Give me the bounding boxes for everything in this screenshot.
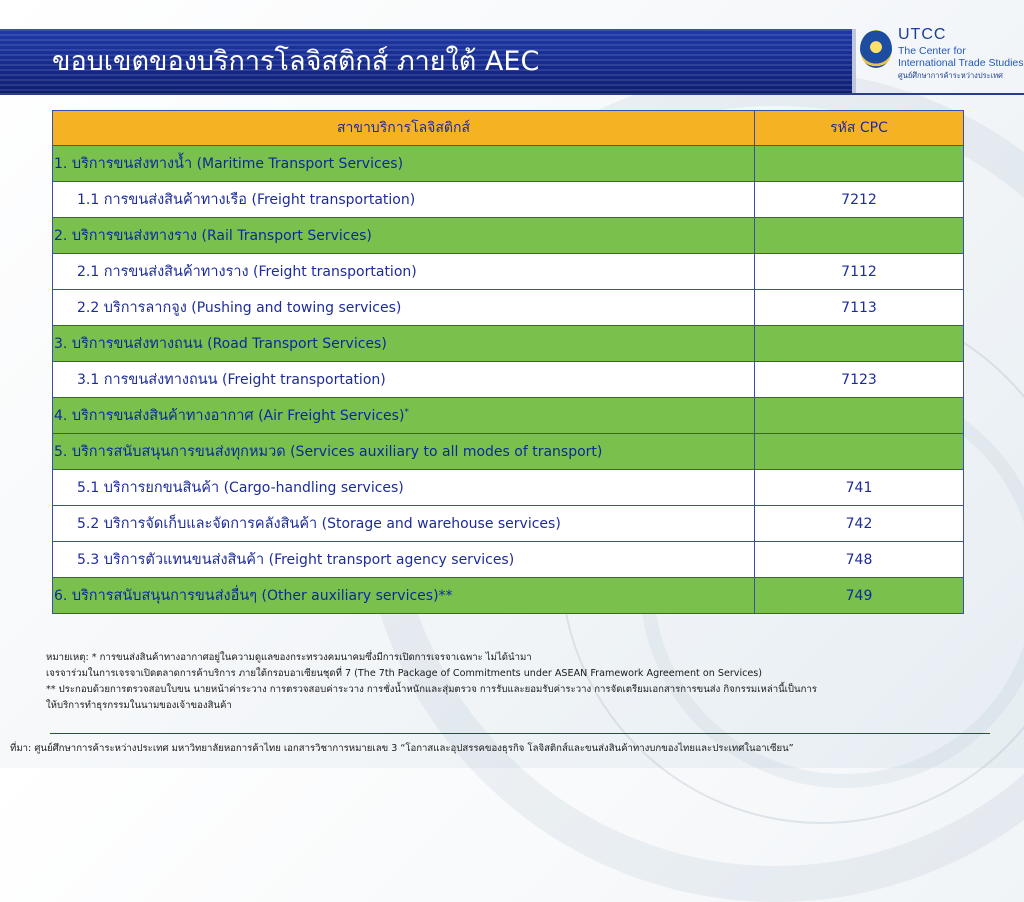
service-name-thai: บริการขนส่งทางถนน — [71, 336, 203, 352]
subcategory-row — [53, 182, 964, 218]
service-name-english: (Services auxiliary to all modes of transport) — [290, 444, 603, 460]
logo-line-2: International Trade Studies — [898, 57, 1024, 69]
cpc-code-cell: 7212 — [755, 182, 964, 218]
service-number: 5.1 — [77, 480, 100, 496]
service-name-cell — [53, 398, 755, 434]
header-branch: สาขาบริการโลจิสติกส์ — [53, 111, 755, 146]
service-name-english: (Road Transport Services) — [207, 336, 387, 352]
footnote-line-1: หมายเหตุ: * การขนส่งสินค้าทางอากาศอยู่ในความดูแลของกระทรวงคมนาคมซึ่งมีการเปิดการเจรจาเฉพาะ ไม่ได้นำมา — [46, 652, 532, 663]
service-name-cell — [53, 290, 755, 326]
service-name-english: (Pushing and towing services) — [191, 300, 402, 316]
logo-line-1: The Center for — [898, 45, 966, 57]
service-number: 3. — [54, 336, 68, 352]
cpc-code-cell: 748 — [755, 542, 964, 578]
service-name-english: (Freight transport agency services) — [268, 552, 515, 568]
category-row — [53, 326, 964, 362]
cpc-code-cell — [755, 218, 964, 254]
service-number: 6. — [54, 588, 68, 604]
category-row — [53, 146, 964, 182]
service-number: 5. — [54, 444, 68, 460]
cpc-code-cell — [755, 434, 964, 470]
cpc-code-cell: 749 — [755, 578, 964, 614]
service-name-cell — [53, 254, 755, 290]
subcategory-row — [53, 254, 964, 290]
service-name-cell — [53, 506, 755, 542]
service-number: 2.2 — [77, 300, 100, 316]
service-name-cell — [53, 470, 755, 506]
subcategory-row — [53, 362, 964, 398]
service-name-cell — [53, 218, 755, 254]
university-seal-icon — [860, 30, 892, 68]
cpc-code-cell: 741 — [755, 470, 964, 506]
service-name-thai: การขนส่งทางถนน — [103, 372, 218, 388]
logo-line-3: ศูนย์ศึกษาการค้าระหว่างประเทศ — [898, 71, 1003, 80]
service-number: 2.1 — [77, 264, 100, 280]
title-banner — [0, 29, 852, 93]
service-number: 5.2 — [77, 516, 100, 532]
service-name-thai: บริการตัวแทนขนส่งสินค้า — [103, 552, 265, 568]
service-number: 5.3 — [77, 552, 100, 568]
cpc-code-cell: 7113 — [755, 290, 964, 326]
service-name-cell — [53, 434, 755, 470]
footnote-line-2: เจรจาร่วมในการเจรจาเปิดตลาดการค้าบริการ ภายใต้กรอบอาเซียนชุดที่ 7 (The 7th Package of Commitments under ASEAN Framework Agreement on Services) — [46, 668, 763, 679]
category-row — [53, 434, 964, 470]
service-name-cell — [53, 542, 755, 578]
service-name-cell — [53, 578, 755, 614]
service-name-english: (Freight transportation) — [251, 192, 416, 208]
service-name-thai: บริการสนับสนุนการขนส่งทุกหมวด — [71, 444, 286, 460]
service-name-english: (Storage and warehouse services) — [321, 516, 561, 532]
logo-utcc-text: UTCC — [898, 26, 947, 43]
category-row — [53, 578, 964, 614]
service-name-cell — [53, 182, 755, 218]
footnotes — [46, 650, 1006, 714]
service-name-thai: การขนส่งสินค้าทางราง — [103, 264, 249, 280]
banner-edge — [852, 29, 856, 93]
service-name-thai: บริการสนับสนุนการขนส่งอื่นๆ — [71, 588, 258, 604]
service-name-thai: การขนส่งสินค้าทางเรือ — [103, 192, 248, 208]
cpc-code-cell: 742 — [755, 506, 964, 542]
subcategory-row — [53, 542, 964, 578]
service-name-thai: บริการจัดเก็บและจัดการคลังสินค้า — [103, 516, 318, 532]
service-number: 1.1 — [77, 192, 100, 208]
service-name-english: (Rail Transport Services) — [201, 228, 372, 244]
category-row — [53, 218, 964, 254]
service-number: 1. — [54, 156, 68, 172]
footnote-marker: * — [404, 407, 409, 418]
cpc-code-cell — [755, 326, 964, 362]
service-name-thai: บริการลากจูง — [103, 300, 187, 316]
header-divider — [0, 93, 1024, 95]
service-number: 3.1 — [77, 372, 100, 388]
service-name-english: (Cargo-handling services) — [223, 480, 404, 496]
cpc-code-cell: 7123 — [755, 362, 964, 398]
subcategory-row — [53, 506, 964, 542]
table-body — [53, 146, 964, 614]
footnote-line-4: ให้บริการทำธุรกรรมในนามของเจ้าของสินค้า — [46, 700, 232, 711]
service-name-thai: บริการขนส่งทางน้ำ — [71, 156, 193, 172]
service-number: 4. — [54, 408, 68, 424]
service-name-cell — [53, 362, 755, 398]
service-name-thai: บริการขนส่งทางราง — [71, 228, 198, 244]
category-row — [53, 398, 964, 434]
footnote-line-3: ** ประกอบด้วยการตรวจสอบใบขน นายหน้าค่าระวาง การตรวจสอบค่าระวาง การชั่งน้ำหนักและสุ่มตรวจ การรับและยอมรับค่าระวาง การจัดเตรียมเอกสารการขนส่ง กิจกรรมเหล่านี้เป็นการ — [46, 684, 817, 695]
service-name-thai: บริการขนส่งสินค้าทางอากาศ — [71, 408, 254, 424]
service-name-english: (Other auxiliary services)** — [261, 588, 453, 604]
table-header-row — [53, 111, 964, 146]
subcategory-row — [53, 470, 964, 506]
service-name-english: (Freight transportation) — [253, 264, 417, 280]
cpc-code-cell — [755, 146, 964, 182]
subcategory-row — [53, 290, 964, 326]
source-citation: ที่มา: ศูนย์ศึกษาการค้าระหว่างประเทศ มหาวิทยาลัยหอการค้าไทย เอกสารวิชาการหมายเลข 3 “โอกาสและอุปสรรคของธุรกิจ โลจิสติกส์และขนส่งสินค้าทางบกของไทยและประเทศในอาเซียน” — [10, 743, 794, 754]
service-name-english: (Air Freight Services) — [258, 408, 405, 424]
service-number: 2. — [54, 228, 68, 244]
cpc-code-cell: 7112 — [755, 254, 964, 290]
service-name-english: (Freight transportation) — [222, 372, 386, 388]
cpc-code-cell — [755, 398, 964, 434]
header-cpc-code: รหัส CPC — [755, 111, 964, 146]
footer-divider — [50, 733, 990, 734]
service-name-cell — [53, 146, 755, 182]
utcc-logo — [860, 26, 1024, 88]
slide-title: ขอบเขตของบริการโลจิสติกส์ ภายใต้ AEC — [52, 46, 540, 77]
service-name-thai: บริการยกขนสินค้า — [103, 480, 220, 496]
logistics-services-table — [52, 110, 964, 614]
service-name-cell — [53, 326, 755, 362]
service-name-english: (Maritime Transport Services) — [196, 156, 404, 172]
